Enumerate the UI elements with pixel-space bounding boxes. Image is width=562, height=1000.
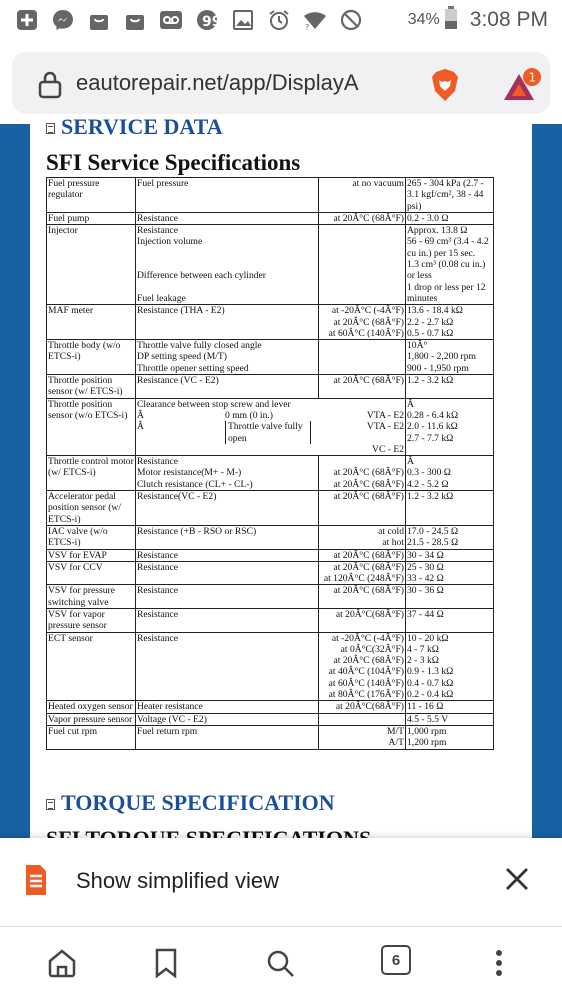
component-cell (47, 491, 136, 526)
condition-label (137, 282, 317, 293)
table-row (47, 225, 494, 305)
value-label: 30 - 34 Ω (407, 549, 444, 561)
voicemail-icon (158, 9, 184, 31)
condition-detail-label (320, 456, 404, 467)
table-row (47, 585, 494, 609)
condition-detail-label: at 20Â°C (68Â°F) (333, 549, 404, 561)
condition-cell (136, 608, 319, 632)
value-cell (406, 561, 494, 585)
table-row (47, 713, 494, 725)
condition-cell (136, 561, 319, 585)
value-cell (406, 340, 494, 375)
component-label: VSV for vapor pressure sensor (48, 608, 107, 632)
condition-detail-cell (319, 305, 406, 340)
condition-label: Resistance (137, 561, 179, 573)
condition-label: Resistance (+B - RSO or RSC) (137, 525, 257, 537)
table-row (47, 701, 494, 713)
value-cell (406, 305, 494, 340)
component-cell (47, 713, 136, 725)
condition-detail-label: A/T (388, 737, 404, 749)
battery-icon (444, 6, 458, 35)
component-label: VSV for CCV (48, 561, 103, 573)
condition-detail-label: at hot (382, 537, 404, 549)
condition-label: Resistance (137, 549, 179, 561)
condition-detail-cell (319, 701, 406, 713)
condition-cell (136, 305, 319, 340)
component-cell (47, 585, 136, 609)
web-content (0, 114, 562, 838)
component-cell (47, 375, 136, 399)
condition-label: VTA - E2 (366, 409, 404, 421)
spec-table (46, 177, 494, 750)
condition-detail-cell (319, 585, 406, 609)
component-cell (47, 456, 136, 491)
condition-label: Resistance (137, 585, 179, 597)
condition-label: Throttle valve fully closed angle (137, 340, 262, 352)
condition-label (137, 259, 317, 270)
condition-label: Throttle opener setting speed (137, 362, 249, 374)
wifi-icon (302, 9, 328, 31)
component-cell (47, 608, 136, 632)
condition-label: VC - E2 (372, 443, 404, 455)
table-row (47, 375, 494, 399)
component-cell (47, 178, 136, 213)
value-label: 10Â° 1,800 - 2,200 rpm 900 - 1,950 rpm (407, 340, 477, 374)
value-label: 17.0 - 24.5 Ω 21.5 - 28.5 Ω (407, 525, 459, 549)
condition-label: Resistance (137, 608, 179, 620)
condition-label: Fuel return rpm (137, 725, 198, 737)
condition-label: Resistance (137, 212, 179, 224)
condition-detail-cell (319, 549, 406, 561)
value-cell (406, 701, 494, 713)
component-label: Throttle control motor (w/ ETCS-i) (48, 456, 134, 479)
alarm-icon (266, 9, 292, 31)
condition-detail-label: at -20Â°C (-4Â°F) (331, 632, 404, 644)
component-label: Fuel cut rpm (48, 725, 98, 737)
value-cell (406, 632, 494, 701)
condition-cell (136, 725, 319, 749)
condition-label: Fuel pressure (137, 178, 189, 189)
svg-text:99: 99 (202, 14, 222, 30)
condition-detail-label: at 60Â°C (140Â°F) (328, 327, 404, 339)
condition-label: Motor resistance(M+ - M-) (137, 467, 242, 479)
condition-detail-cell (319, 491, 406, 526)
condition-cell (136, 340, 319, 375)
value-label: 4.5 - 5.5 V (407, 713, 449, 725)
messenger-icon (50, 9, 76, 31)
sub-condition-row (137, 444, 404, 455)
condition-detail-cell (319, 725, 406, 749)
simplified-view-label[interactable]: Show simplified view (76, 868, 279, 893)
clock: 3:08 PM (469, 8, 548, 31)
condition-label: Voltage (VC - E2) (137, 713, 207, 725)
condition-cell (136, 549, 319, 561)
condition-cell (136, 456, 319, 491)
bookmark-icon[interactable] (148, 945, 184, 981)
value-cell (406, 549, 494, 561)
sub-condition-row (137, 410, 404, 421)
value-label: 37 - 44 Ω (407, 608, 444, 620)
condition-detail-cell (319, 375, 406, 399)
condition-cell (136, 491, 319, 526)
component-cell (47, 212, 136, 224)
image-icon (230, 9, 256, 31)
condition-label: Resistance (VC - E2) (137, 375, 219, 387)
condition-detail-label: at 120Â°C (248Â°F) (323, 573, 404, 585)
condition-detail-label: M/T (386, 725, 404, 737)
condition-detail-cell (319, 561, 406, 585)
condition-detail-label: at 20Â°C (68Â°F) (333, 655, 404, 667)
value-cell (406, 491, 494, 526)
table-row (47, 725, 494, 749)
condition-detail-label: at 0Â°C(32Â°F) (340, 643, 404, 655)
component-cell (47, 225, 136, 305)
spec-title: SFI Service Specifications (46, 150, 301, 175)
document-page (30, 114, 532, 838)
table-row (47, 178, 494, 213)
do-not-disturb-icon (338, 9, 364, 31)
value-label: 0.28 - 6.4 kΩ 2.0 - 11.6 kΩ 2.7 - 7.7 kΩ (407, 409, 459, 444)
section-title[interactable]: SERVICE DATA (46, 114, 223, 140)
component-label: Heated oxygen sensor (48, 701, 133, 713)
component-cell (47, 398, 136, 455)
value-label: 265 - 304 kPa (2.7 - 3.1 kgf/cm², 38 - 44 psi) (407, 178, 484, 212)
component-cell (47, 561, 136, 585)
url-text[interactable]: eautorepair.net/app/DisplayA (76, 70, 359, 95)
condition-cell (136, 212, 319, 224)
condition-cell (136, 632, 319, 701)
condition-label: DP setting speed (M/T) (137, 351, 227, 363)
add-icon (14, 9, 40, 31)
condition-label: Throttle valve fully open (225, 421, 311, 444)
condition-detail-label: at 20Â°C (68Â°F) (333, 212, 404, 224)
quote-icon (194, 9, 220, 31)
condition-label: Resistance (THA - E2) (137, 305, 225, 317)
brave-shields-icon[interactable] (430, 68, 460, 107)
condition-detail-label: at 20Â°C (68Â°F) (333, 316, 404, 328)
table-row (47, 632, 494, 701)
condition-detail-cell (319, 713, 406, 725)
value-label: 0.2 - 3.0 Ω (407, 212, 449, 224)
condition-detail-cell (319, 525, 406, 549)
document-icon (46, 123, 55, 134)
component-label: Throttle position sensor (w/o ETCS-i) (48, 398, 128, 421)
reader-mode-icon (24, 864, 48, 901)
component-cell (47, 632, 136, 701)
shopping-bag-icon (86, 9, 112, 31)
value-cell (406, 608, 494, 632)
condition-detail-label: at 20Â°C (68Â°F) (333, 478, 404, 490)
component-label: Fuel pressure regulator (48, 178, 100, 201)
condition-detail-label: at 40Â°C (104Â°F) (328, 666, 404, 678)
sub-condition-row (137, 421, 404, 444)
value-cell (406, 398, 494, 455)
condition-detail-label: at 20Â°C (68Â°F) (333, 467, 404, 479)
table-row (47, 525, 494, 549)
condition-label: Difference between each cylinder (137, 270, 266, 282)
svg-text:?: ? (305, 23, 310, 32)
value-label: Â (407, 398, 414, 410)
component-label: Injector (48, 225, 78, 237)
condition-cell (136, 713, 319, 725)
condition-label: 0 mm (0 in.) (225, 409, 273, 421)
condition-cell (136, 585, 319, 609)
value-cell (406, 212, 494, 224)
condition-detail-label: at 60Â°C (140Â°F) (328, 677, 404, 689)
table-row (47, 212, 494, 224)
condition-detail-label: at 80Â°C (176Â°F) (328, 689, 404, 701)
component-cell (47, 340, 136, 375)
brave-rewards-icon[interactable] (502, 68, 542, 107)
value-label: 30 - 36 Ω (407, 585, 444, 597)
table-row (47, 561, 494, 585)
value-label: 1.2 - 3.2 kΩ (407, 491, 454, 503)
address-bar[interactable] (12, 52, 550, 114)
torque-section-title[interactable]: TORQUE SPECIFICATION (46, 790, 335, 816)
condition-cell (136, 701, 319, 713)
value-label: 1,000 rpm 1,200 rpm (407, 725, 447, 749)
component-label: IAC valve (w/o ETCS-i) (48, 525, 108, 549)
condition-detail-cell (319, 225, 406, 305)
table-row (47, 340, 494, 375)
value-cell (406, 375, 494, 399)
component-label: Throttle position sensor (w/ ETCS-i) (48, 375, 123, 398)
condition-detail-label: at no vacuum (352, 178, 404, 189)
condition-label: Resistance (137, 456, 179, 468)
table-row (47, 549, 494, 561)
condition-cell (136, 178, 319, 213)
value-label: 11 - 16 Ω (407, 701, 444, 713)
value-cell (406, 585, 494, 609)
component-label: VSV for pressure switching valve (48, 585, 115, 608)
component-label: Throttle body (w/o ETCS-i) (48, 340, 121, 363)
condition-detail-label: at 20Â°C (68Â°F) (333, 491, 404, 503)
condition-label: Â (137, 421, 144, 433)
value-label: Â 0.3 - 300 Ω 4.2 - 5.2 Ω (407, 456, 451, 490)
component-cell (47, 701, 136, 713)
shopping-bag-icon (122, 9, 148, 31)
close-icon[interactable] (504, 866, 530, 897)
component-cell (47, 305, 136, 340)
condition-detail-cell (319, 608, 406, 632)
value-label: 10 - 20 kΩ 4 - 7 kΩ 2 - 3 kΩ 0.9 - 1.3 kΩ 0.4 - 0.7 kΩ 0.2 - 0.4 kΩ (407, 632, 454, 701)
condition-cell (136, 225, 319, 305)
component-cell (47, 525, 136, 549)
home-icon[interactable] (44, 945, 80, 981)
tab-switcher-button[interactable] (381, 945, 417, 981)
condition-cell (136, 525, 319, 549)
condition-detail-label: at 20Â°C (68Â°F) (333, 375, 404, 387)
condition-detail-cell (319, 178, 406, 213)
condition-label: Clutch resistance (CL+ - CL-) (137, 478, 253, 490)
more-menu-icon[interactable] (481, 945, 517, 981)
simplified-view-banner[interactable] (0, 838, 562, 926)
condition-label: Clearance between stop screw and lever (137, 398, 291, 410)
condition-cell (136, 375, 319, 399)
component-label: Fuel pump (48, 212, 90, 224)
condition-label: VTA - E2 (366, 421, 404, 433)
condition-label: Injection volume (137, 236, 203, 248)
condition-detail-cell (319, 456, 406, 491)
component-cell (47, 725, 136, 749)
search-icon[interactable] (262, 945, 298, 981)
value-label: 1.2 - 3.2 kΩ (407, 375, 454, 387)
value-cell (406, 178, 494, 213)
condition-label: Fuel leakage (137, 292, 186, 304)
battery-percent: 34% (407, 11, 440, 28)
condition-detail-label: at -20Â°C (-4Â°F) (331, 305, 404, 317)
value-label: Approx. 13.8 Ω 56 - 69 cm³ (3.4 - 4.2 cu in.) per 15 sec. 1.3 cm³ (0.08 cu in.) or less 1 drop or less per 12 minutes (407, 225, 489, 304)
value-cell (406, 713, 494, 725)
condition-detail-label: at 20Â°C(68Â°F) (335, 701, 404, 713)
condition-detail-cell (319, 632, 406, 701)
condition-label: Resistance(VC - E2) (137, 491, 217, 503)
condition-label: Â (137, 409, 144, 421)
condition-cell (136, 398, 406, 455)
condition-detail-label: at 20Â°C (68Â°F) (333, 561, 404, 573)
rewards-badge: 1 (528, 70, 537, 85)
component-label: Vapor pressure sensor (48, 713, 133, 725)
condition-detail-cell (319, 212, 406, 224)
table-row (47, 398, 494, 455)
condition-detail-label: at 20Â°C(68Â°F) (335, 608, 404, 620)
value-cell (406, 725, 494, 749)
table-row (47, 305, 494, 340)
value-label: 25 - 30 Ω 33 - 42 Ω (407, 561, 444, 585)
component-cell (47, 549, 136, 561)
condition-label: Resistance (137, 225, 179, 237)
table-row (47, 456, 494, 491)
value-cell (406, 456, 494, 491)
condition-detail-cell (319, 340, 406, 375)
lock-icon[interactable] (38, 71, 62, 104)
value-cell (406, 525, 494, 549)
condition-label (137, 248, 317, 259)
component-label: ECT sensor (48, 632, 93, 644)
condition-label: Heater resistance (137, 701, 203, 713)
condition-detail-label: at cold (378, 525, 404, 537)
component-label: VSV for EVAP (48, 549, 107, 561)
component-label: Accelerator pedal position sensor (w/ ETCS-i) (48, 491, 122, 525)
table-row (47, 491, 494, 526)
value-label: 13.6 - 18.4 kΩ 2.2 - 2.7 kΩ 0.5 - 0.7 kΩ (407, 305, 463, 339)
condition-detail-label: at 20Â°C (68Â°F) (333, 585, 404, 597)
status-bar (0, 0, 562, 40)
bottom-navigation (0, 926, 562, 1000)
document-icon (46, 799, 55, 810)
value-cell (406, 225, 494, 305)
tab-count: 6 (381, 945, 411, 975)
condition-label: Resistance (137, 632, 179, 644)
table-row (47, 608, 494, 632)
component-label: MAF meter (48, 305, 94, 317)
